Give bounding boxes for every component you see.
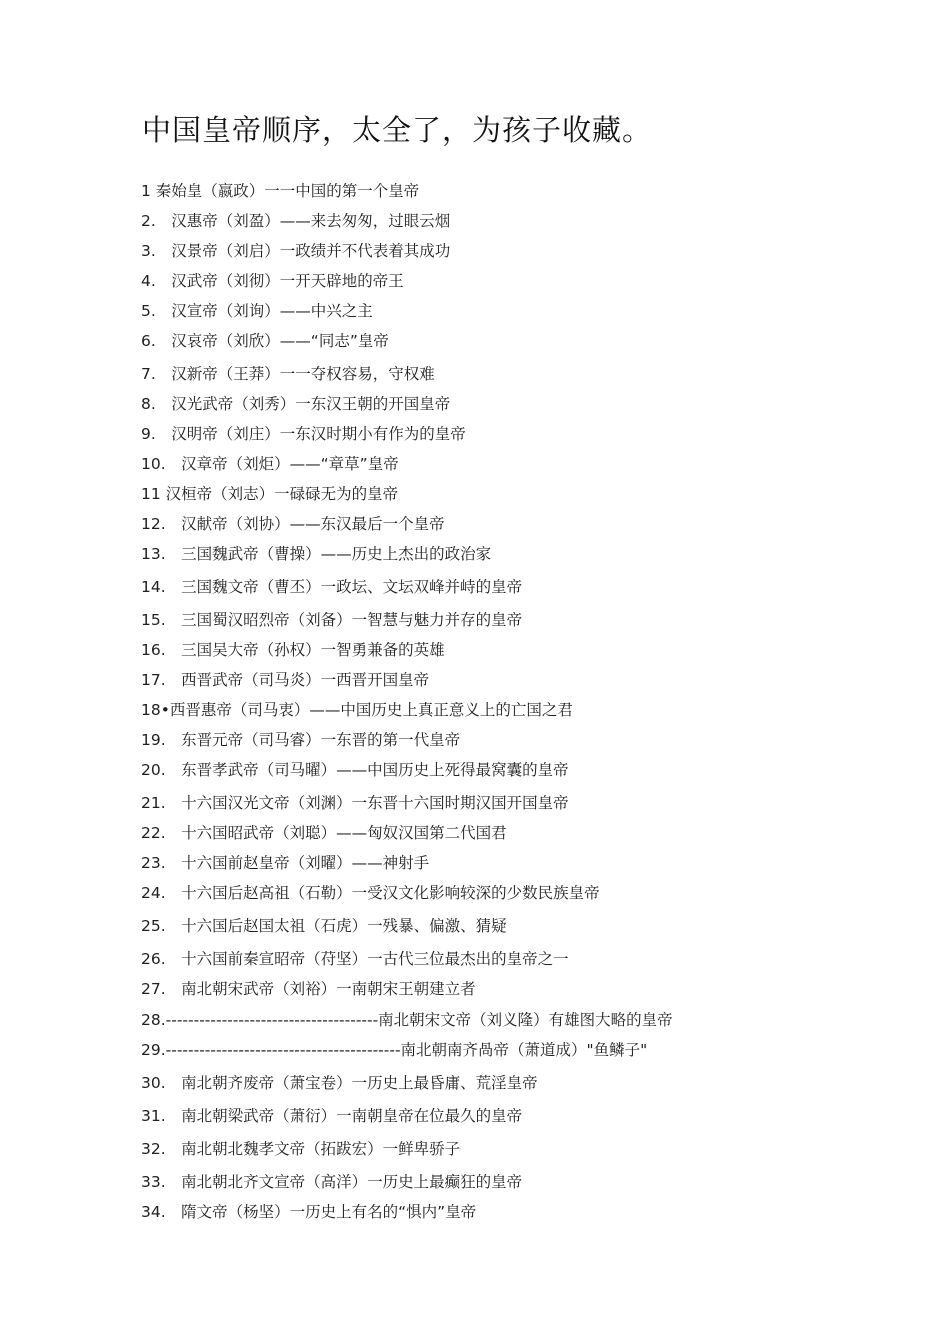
list-item: 21. 十六国汉光文帝（刘渊）一东晋十六国时期汉国开国皇帝 xyxy=(141,794,569,812)
list-item: 28.--------------------------------------南北朝宋文帝（刘义隆）有雄图大略的皇帝 xyxy=(141,1011,673,1029)
document-title: 中国皇帝顺序，太全了，为孩子收藏。 xyxy=(142,113,653,147)
list-item: 4. 汉武帝（刘彻）一开天辟地的帝王 xyxy=(141,272,404,290)
list-item: 8. 汉光武帝（刘秀）一东汉王朝的开国皇帝 xyxy=(141,395,451,413)
list-item: 23. 十六国前赵皇帝（刘曜）——神射手 xyxy=(141,854,430,872)
list-item: 25. 十六国后赵国太祖（石虎）一残暴、偏激、猜疑 xyxy=(141,917,507,935)
list-item: 6. 汉哀帝（刘欣）——“同志”皇帝 xyxy=(141,332,389,350)
list-item: 5. 汉宣帝（刘询）——中兴之主 xyxy=(141,302,373,320)
list-item: 1 秦始皇（嬴政）一一中国的第一个皇帝 xyxy=(141,182,420,200)
list-item: 20. 东晋孝武帝（司马曜）——中国历史上死得最窝囊的皇帝 xyxy=(141,761,569,779)
list-item: 34. 隋文帝（杨坚）一历史上有名的“惧内”皇帝 xyxy=(141,1203,477,1221)
list-item: 14. 三国魏文帝（曹丕）一政坛、文坛双峰并峙的皇帝 xyxy=(141,578,523,596)
list-item: 18•西晋惠帝（司马衷）——中国历史上真正意义上的亡国之君 xyxy=(141,701,573,719)
list-item: 9. 汉明帝（刘庄）一东汉时期小有作为的皇帝 xyxy=(141,425,466,443)
list-item: 22. 十六国昭武帝（刘聪）——匈奴汉国第二代国君 xyxy=(141,824,507,842)
list-item: 15. 三国蜀汉昭烈帝（刘备）一智慧与魅力并存的皇帝 xyxy=(141,611,523,629)
list-item: 24. 十六国后赵高祖（石勒）一受汉文化影响较深的少数民族皇帝 xyxy=(141,884,600,902)
list-item: 7. 汉新帝（王莽）一一夺权容易，守权难 xyxy=(141,365,435,383)
list-item: 27. 南北朝宋武帝（刘裕）一南朝宋王朝建立者 xyxy=(141,980,476,998)
list-item: 12. 汉献帝（刘协）——东汉最后一个皇帝 xyxy=(141,515,445,533)
list-item: 31. 南北朝梁武帝（萧衍）一南朝皇帝在位最久的皇帝 xyxy=(141,1107,523,1125)
list-item: 19. 东晋元帝（司马睿）一东晋的第一代皇帝 xyxy=(141,731,461,749)
list-item: 26. 十六国前秦宣昭帝（苻坚）一古代三位最杰出的皇帝之一 xyxy=(141,950,569,968)
list-item: 2. 汉惠帝（刘盈）——来去匆匆，过眼云烟 xyxy=(141,212,451,230)
list-item: 10. 汉章帝（刘炬）——“章草”皇帝 xyxy=(141,455,399,473)
list-item: 32. 南北朝北魏孝文帝（拓跋宏）一鲜卑骄子 xyxy=(141,1140,461,1158)
list-item: 13. 三国魏武帝（曹操）——历史上杰出的政治家 xyxy=(141,545,492,563)
list-item: 3. 汉景帝（刘启）一政绩并不代表着其成功 xyxy=(141,242,451,260)
list-item: 11 汉桓帝（刘志）一碌碌无为的皇帝 xyxy=(141,485,399,503)
list-item: 30. 南北朝齐废帝（萧宝卷）一历史上最昏庸、荒淫皇帝 xyxy=(141,1074,538,1092)
list-item: 17. 西晋武帝（司马炎）一西晋开国皇帝 xyxy=(141,671,430,689)
list-item: 16. 三国吴大帝（孙权）一智勇兼备的英雄 xyxy=(141,641,445,659)
list-item: 29.------------------------------------------南北朝南齐咼帝（萧道成）"鱼鳞子" xyxy=(141,1041,648,1059)
list-item: 33. 南北朝北齐文宣帝（高洋）一历史上最癫狂的皇帝 xyxy=(141,1173,523,1191)
